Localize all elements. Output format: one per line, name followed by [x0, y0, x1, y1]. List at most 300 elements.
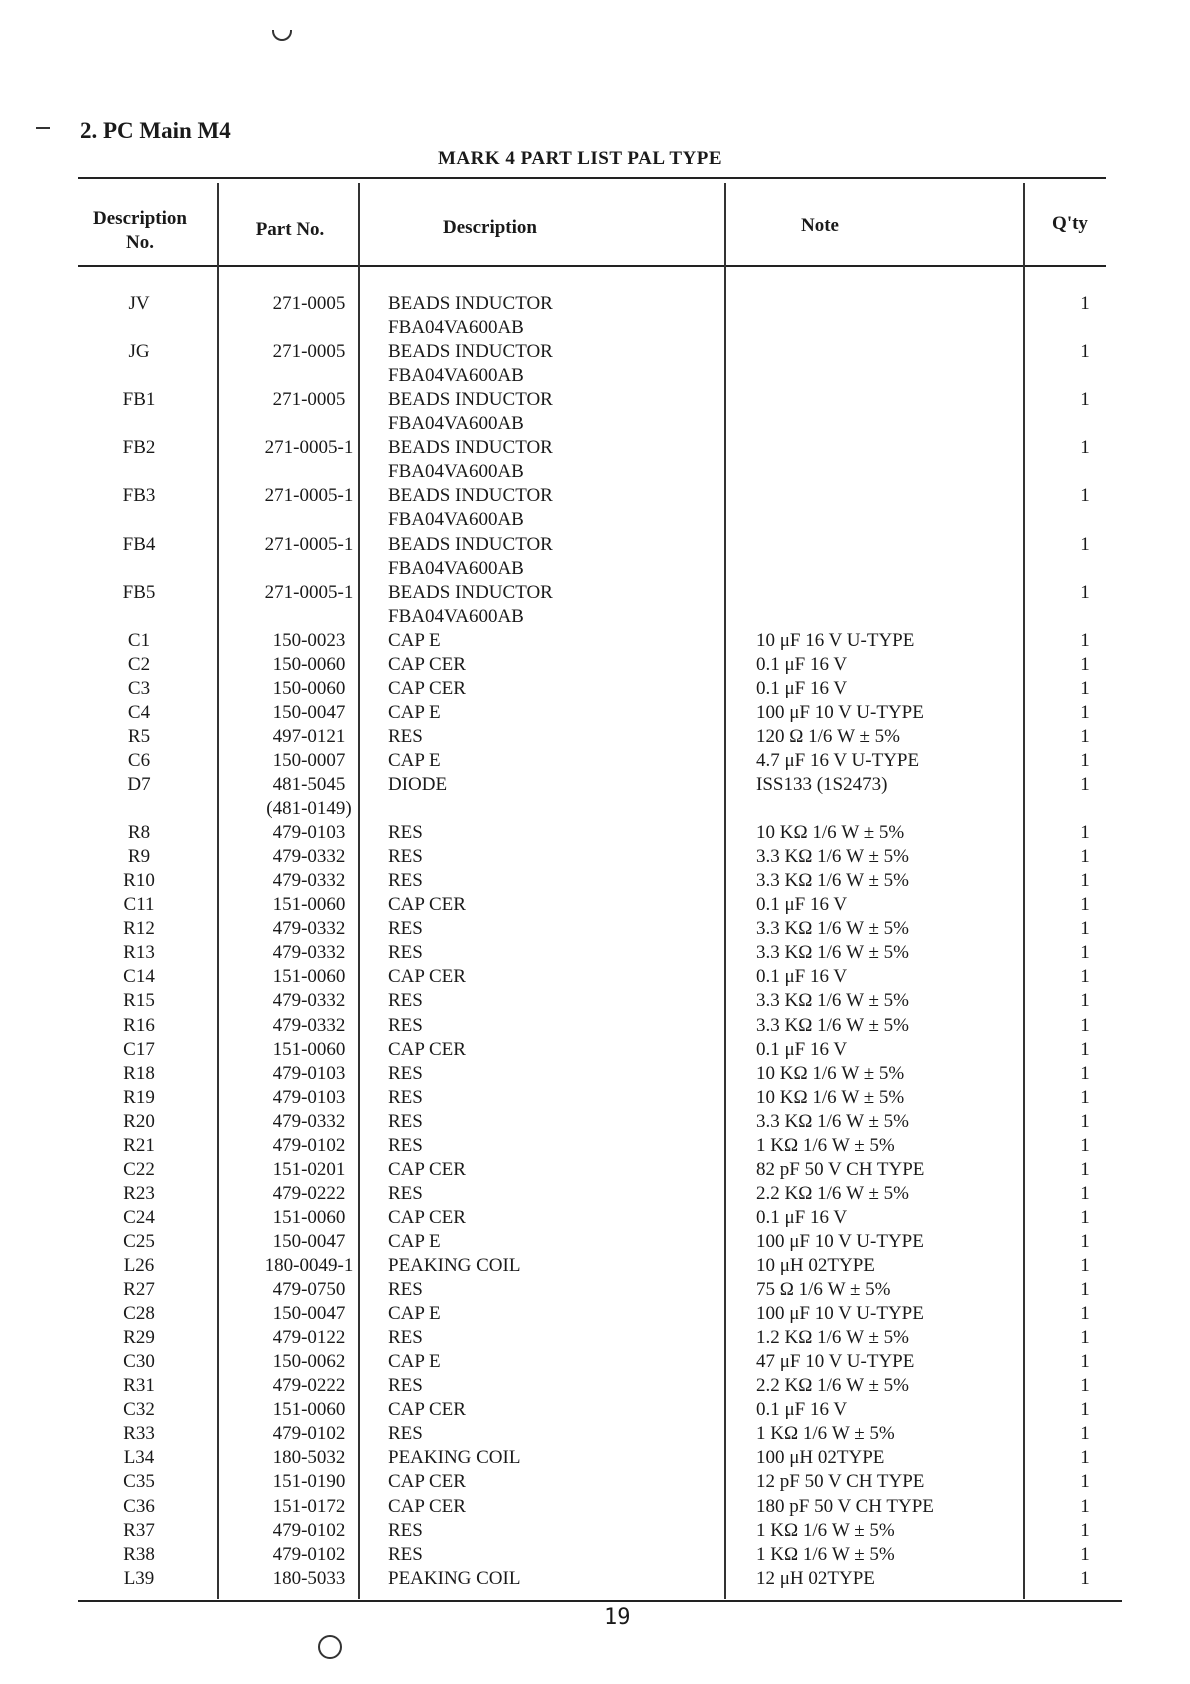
- cell-qty: 1: [1080, 749, 1090, 771]
- cell-qty: 1: [1080, 1567, 1090, 1589]
- cell-note: 3.3 KΩ 1/6 W ± 5%: [756, 990, 909, 1012]
- cell-description-no: C35: [123, 1471, 155, 1493]
- cell-note: 0.1 μF 16 V: [756, 1038, 848, 1060]
- cell-description: CAP CER: [388, 894, 466, 916]
- cell-description: CAP E: [388, 1303, 441, 1325]
- table-row: [80, 941, 1120, 965]
- cell-note: ISS133 (1S2473): [756, 774, 888, 795]
- cell-part-no: 151-0060: [272, 1038, 346, 1060]
- cell-note: 100 μF 10 V U-TYPE: [756, 1230, 924, 1252]
- cell-description-no: C32: [123, 1399, 155, 1421]
- cell-part-no: 479-0332: [272, 918, 346, 940]
- cell-qty: 1: [1080, 533, 1090, 555]
- cell-note: 12 pF 50 V CH TYPE: [756, 1471, 925, 1493]
- cell-note: 3.3 KΩ 1/6 W ± 5%: [756, 846, 909, 868]
- table-row: [80, 364, 1120, 388]
- cell-description: RES: [388, 1543, 423, 1565]
- cell-note: 75 Ω 1/6 W ± 5%: [756, 1279, 891, 1301]
- table-top-border: [78, 177, 1106, 179]
- table-row: [80, 533, 1120, 557]
- table-row: [80, 1470, 1120, 1494]
- cell-description: RES: [388, 846, 423, 868]
- cell-description-no: C11: [123, 894, 155, 916]
- cell-qty: 1: [1080, 437, 1090, 459]
- cell-description-no: C2: [127, 653, 151, 675]
- table-row: [80, 725, 1120, 749]
- cell-part-no: 271-0005-1: [264, 533, 354, 555]
- cell-description: PEAKING COIL: [388, 1447, 521, 1469]
- table-row: [80, 316, 1120, 340]
- cell-description: CAP CER: [388, 677, 466, 699]
- cell-qty: 1: [1080, 918, 1090, 940]
- cell-qty: 1: [1080, 1423, 1090, 1445]
- table-row: [80, 292, 1120, 316]
- page-number: 19: [604, 1605, 631, 1630]
- table-row: [80, 1110, 1120, 1134]
- cell-note: 82 pF 50 V CH TYPE: [756, 1158, 925, 1180]
- cell-description: RES: [388, 1375, 423, 1397]
- header-description-no: [80, 207, 200, 255]
- table-row: [80, 1158, 1120, 1182]
- cell-description: RES: [388, 918, 423, 940]
- cell-part-no: 150-0047: [272, 1303, 346, 1325]
- cell-part-no: 151-0060: [272, 894, 346, 916]
- cell-description-no: R23: [123, 1182, 155, 1204]
- table-row: [80, 412, 1120, 436]
- table-row: [80, 1398, 1120, 1422]
- cell-description: RES: [388, 870, 423, 892]
- table-row: [80, 893, 1120, 917]
- cell-qty: 1: [1080, 389, 1090, 411]
- cell-description-no: JV: [128, 293, 150, 314]
- cell-note: 3.3 KΩ 1/6 W ± 5%: [756, 918, 909, 940]
- cell-qty: 1: [1080, 701, 1090, 723]
- cell-description: CAP CER: [388, 1206, 466, 1228]
- cell-note: 0.1 μF 16 V: [756, 1206, 848, 1228]
- cell-note: 3.3 KΩ 1/6 W ± 5%: [756, 870, 909, 892]
- cell-description-no: C24: [123, 1206, 155, 1228]
- cell-description: BEADS INDUCTOR: [388, 533, 553, 555]
- cell-part-no: 151-0172: [272, 1495, 346, 1517]
- cell-note: 0.1 μF 16 V: [756, 1399, 848, 1421]
- cell-qty: 1: [1080, 894, 1090, 916]
- cell-description: RES: [388, 1134, 423, 1156]
- cell-description: RES: [388, 1182, 423, 1204]
- list-title: MARK 4 PART LIST PAL TYPE: [438, 148, 723, 169]
- cell-qty: 1: [1080, 966, 1090, 988]
- table-row: [80, 773, 1120, 797]
- cell-part-no: 150-0007: [272, 749, 346, 771]
- cell-qty: 1: [1080, 1062, 1090, 1084]
- table-row: [80, 821, 1120, 845]
- cell-description: BEADS INDUCTOR: [388, 341, 553, 363]
- cell-description: FBA04VA600AB: [388, 461, 524, 483]
- cell-description: CAP E: [388, 1351, 441, 1373]
- cell-description: FBA04VA600AB: [388, 509, 524, 531]
- cell-note: 1 KΩ 1/6 W ± 5%: [756, 1519, 895, 1541]
- cell-qty: 1: [1080, 1182, 1090, 1204]
- cell-part-no: 479-0332: [272, 990, 346, 1012]
- cell-qty: 1: [1080, 990, 1090, 1012]
- cell-description-no: R13: [123, 942, 155, 964]
- cell-part-no: 479-0332: [272, 942, 346, 964]
- cell-part-no: 150-0047: [272, 701, 346, 723]
- cell-description: RES: [388, 942, 423, 964]
- cell-qty: 1: [1080, 1206, 1090, 1228]
- table-row: [80, 701, 1120, 725]
- table-row: [80, 508, 1120, 532]
- cell-qty: 1: [1080, 293, 1090, 314]
- cell-qty: 1: [1080, 1519, 1090, 1541]
- cell-description-no: C25: [123, 1230, 155, 1252]
- cell-note: 100 μH 02TYPE: [756, 1447, 885, 1469]
- cell-part-no: 271-0005: [272, 389, 346, 411]
- cell-part-no: 497-0121: [272, 725, 346, 747]
- table-row: [80, 869, 1120, 893]
- cell-part-no: 479-0222: [272, 1182, 346, 1204]
- table-row: [80, 1350, 1120, 1374]
- cell-part-no: 479-0102: [272, 1423, 346, 1445]
- cell-description-no: R18: [123, 1062, 155, 1084]
- header-qty: Q'ty: [1052, 213, 1088, 234]
- cell-qty: 1: [1080, 870, 1090, 892]
- cell-qty: 1: [1080, 1351, 1090, 1373]
- cell-description: FBA04VA600AB: [388, 413, 524, 435]
- cell-description: FBA04VA600AB: [388, 557, 524, 579]
- cell-description: CAP CER: [388, 1495, 466, 1517]
- cell-note: 10 KΩ 1/6 W ± 5%: [756, 822, 905, 844]
- table-row: [80, 460, 1120, 484]
- cell-description-no: L39: [123, 1567, 155, 1589]
- cell-description: BEADS INDUCTOR: [388, 581, 553, 603]
- table-row: [80, 1206, 1120, 1230]
- cell-qty: 1: [1080, 846, 1090, 868]
- cell-note: 47 μF 10 V U-TYPE: [756, 1351, 915, 1373]
- table-row: [80, 388, 1120, 412]
- cell-qty: 1: [1080, 725, 1090, 747]
- cell-part-no: 151-0060: [272, 1206, 346, 1228]
- table-row: [80, 845, 1120, 869]
- cell-part-no: (481-0149): [266, 798, 352, 820]
- cell-qty: 1: [1080, 581, 1090, 603]
- cell-description-no: JG: [128, 341, 150, 363]
- cell-note: 0.1 μF 16 V: [756, 966, 848, 988]
- cell-part-no: 481-5045: [272, 774, 346, 795]
- cell-description-no: D7: [127, 774, 151, 795]
- cell-description: CAP CER: [388, 653, 466, 675]
- table-row: [80, 1495, 1120, 1519]
- cell-part-no: 479-0750: [272, 1279, 346, 1301]
- cell-description-no: C22: [123, 1158, 155, 1180]
- table-row: [80, 1302, 1120, 1326]
- table-row: [80, 1278, 1120, 1302]
- cell-part-no: 479-0332: [272, 1110, 346, 1132]
- header-description-no-line1: Description: [93, 208, 187, 229]
- cell-description: PEAKING COIL: [388, 1567, 521, 1589]
- cell-qty: 1: [1080, 774, 1090, 795]
- cell-description: CAP CER: [388, 1158, 466, 1180]
- cell-description-no: FB3: [122, 485, 156, 507]
- header-description-no-line2: No.: [126, 232, 154, 253]
- cell-qty: 1: [1080, 1255, 1090, 1276]
- table-row: [80, 1567, 1120, 1591]
- table-row: [80, 965, 1120, 989]
- cell-description: RES: [388, 1014, 423, 1036]
- cell-note: 12 μH 02TYPE: [756, 1567, 875, 1589]
- cell-description: BEADS INDUCTOR: [388, 293, 553, 314]
- cell-qty: 1: [1080, 485, 1090, 507]
- table-row: [80, 917, 1120, 941]
- cell-description-no: L26: [123, 1255, 155, 1276]
- table-row: [80, 581, 1120, 605]
- cell-note: 1 KΩ 1/6 W ± 5%: [756, 1134, 895, 1156]
- cell-description: RES: [388, 1519, 423, 1541]
- cell-description-no: C6: [127, 749, 151, 771]
- cell-description-no: R29: [123, 1327, 155, 1349]
- cell-description-no: FB5: [122, 581, 156, 603]
- margin-dash: [36, 127, 50, 129]
- cell-description: CAP CER: [388, 1471, 466, 1493]
- cell-description-no: C28: [123, 1303, 155, 1325]
- table-row: [80, 1254, 1120, 1278]
- cell-description-no: C14: [123, 966, 155, 988]
- cell-description: FBA04VA600AB: [388, 317, 524, 339]
- cell-qty: 1: [1080, 1134, 1090, 1156]
- cell-note: 120 Ω 1/6 W ± 5%: [756, 725, 900, 747]
- cell-qty: 1: [1080, 1327, 1090, 1349]
- cell-part-no: 151-0201: [272, 1158, 346, 1180]
- cell-description-no: R31: [123, 1375, 155, 1397]
- cell-part-no: 150-0060: [272, 653, 346, 675]
- cell-description: FBA04VA600AB: [388, 605, 524, 627]
- cell-description: CAP CER: [388, 1038, 466, 1060]
- cell-description: RES: [388, 1327, 423, 1349]
- cell-note: 10 μF 16 V U-TYPE: [756, 629, 915, 651]
- table-row: [80, 340, 1120, 364]
- table-row: [80, 484, 1120, 508]
- cell-qty: 1: [1080, 1086, 1090, 1108]
- header-note: Note: [801, 215, 839, 236]
- cell-part-no: 271-0005: [272, 341, 346, 363]
- cell-note: 3.3 KΩ 1/6 W ± 5%: [756, 942, 909, 964]
- table-row: [80, 797, 1120, 821]
- cell-description-no: FB1: [122, 389, 156, 411]
- cell-description: RES: [388, 1110, 423, 1132]
- cell-note: 1 KΩ 1/6 W ± 5%: [756, 1543, 895, 1565]
- cell-description-no: C17: [123, 1038, 155, 1060]
- cell-qty: 1: [1080, 341, 1090, 363]
- cell-note: 100 μF 10 V U-TYPE: [756, 1303, 924, 1325]
- cell-qty: 1: [1080, 1303, 1090, 1325]
- cell-qty: 1: [1080, 1447, 1090, 1469]
- cell-description-no: R5: [127, 725, 151, 747]
- cell-description-no: R27: [123, 1279, 155, 1301]
- cell-description-no: R9: [127, 846, 151, 868]
- cell-qty: 1: [1080, 1110, 1090, 1132]
- cell-description-no: C30: [123, 1351, 155, 1373]
- table-row: [80, 1422, 1120, 1446]
- cell-description: CAP CER: [388, 966, 466, 988]
- cell-description: BEADS INDUCTOR: [388, 389, 553, 411]
- cell-part-no: 479-0103: [272, 1062, 346, 1084]
- table-row: [80, 1182, 1120, 1206]
- cell-part-no: 479-0332: [272, 1014, 346, 1036]
- cell-description: CAP E: [388, 701, 441, 723]
- cell-note: 0.1 μF 16 V: [756, 894, 848, 916]
- table-row: [80, 1326, 1120, 1350]
- cell-qty: 1: [1080, 1230, 1090, 1252]
- table-row: [80, 677, 1120, 701]
- cell-description-no: R12: [123, 918, 155, 940]
- cell-note: 1.2 KΩ 1/6 W ± 5%: [756, 1327, 909, 1349]
- cell-description-no: R38: [123, 1543, 155, 1565]
- cell-note: 10 KΩ 1/6 W ± 5%: [756, 1086, 905, 1108]
- table-row: [80, 1134, 1120, 1158]
- cell-description-no: R15: [123, 990, 155, 1012]
- header-bottom-border: [78, 265, 1106, 267]
- table-row: [80, 1038, 1120, 1062]
- cell-description-no: FB4: [122, 533, 156, 555]
- cell-description: RES: [388, 990, 423, 1012]
- cell-part-no: 479-0103: [272, 822, 346, 844]
- table-row: [80, 653, 1120, 677]
- table-row: [80, 1062, 1120, 1086]
- table-row: [80, 629, 1120, 653]
- cell-description: RES: [388, 1423, 423, 1445]
- header-part-no: Part No.: [255, 219, 325, 240]
- cell-part-no: 180-5032: [272, 1447, 346, 1469]
- cell-description-no: C4: [127, 701, 151, 723]
- table-row: [80, 436, 1120, 460]
- cell-qty: 1: [1080, 1038, 1090, 1060]
- cell-part-no: 150-0060: [272, 677, 346, 699]
- cell-qty: 1: [1080, 1279, 1090, 1301]
- cell-part-no: 271-0005-1: [264, 437, 354, 459]
- cell-description-no: C36: [123, 1495, 155, 1517]
- cell-note: 2.2 KΩ 1/6 W ± 5%: [756, 1375, 909, 1397]
- cell-part-no: 479-0122: [272, 1327, 346, 1349]
- cell-note: 3.3 KΩ 1/6 W ± 5%: [756, 1014, 909, 1036]
- cell-description-no: C1: [127, 629, 151, 651]
- cell-part-no: 479-0102: [272, 1519, 346, 1541]
- binder-hole-mark: [272, 30, 292, 41]
- cell-qty: 1: [1080, 653, 1090, 675]
- table-row: [80, 1230, 1120, 1254]
- cell-note: 3.3 KΩ 1/6 W ± 5%: [756, 1110, 909, 1132]
- cell-description-no: R8: [127, 822, 151, 844]
- cell-description: BEADS INDUCTOR: [388, 485, 553, 507]
- table-bottom-border: [78, 1600, 1122, 1602]
- cell-qty: 1: [1080, 1543, 1090, 1565]
- table-row: [80, 989, 1120, 1013]
- cell-description-no: R37: [123, 1519, 155, 1541]
- cell-description: RES: [388, 1279, 423, 1301]
- cell-description: DIODE: [388, 774, 448, 795]
- cell-note: 10 μH 02TYPE: [756, 1255, 875, 1276]
- cell-description-no: C3: [127, 677, 151, 699]
- cell-qty: 1: [1080, 942, 1090, 964]
- cell-part-no: 479-0102: [272, 1543, 346, 1565]
- cell-part-no: 271-0005: [272, 293, 346, 314]
- table-row: [80, 1519, 1120, 1543]
- cell-note: 2.2 KΩ 1/6 W ± 5%: [756, 1182, 909, 1204]
- cell-description: RES: [388, 1086, 423, 1108]
- cell-part-no: 479-0102: [272, 1134, 346, 1156]
- header-description: Description: [443, 217, 537, 238]
- table-row: [80, 557, 1120, 581]
- cell-qty: 1: [1080, 822, 1090, 844]
- cell-part-no: 479-0332: [272, 870, 346, 892]
- cell-qty: 1: [1080, 1375, 1090, 1397]
- section-title: 2. PC Main M4: [80, 118, 231, 143]
- cell-description: FBA04VA600AB: [388, 365, 524, 387]
- cell-description: RES: [388, 822, 423, 844]
- binder-hole-circle: [318, 1635, 342, 1659]
- cell-part-no: 180-5033: [272, 1567, 346, 1589]
- table-row: [80, 605, 1120, 629]
- cell-description: BEADS INDUCTOR: [388, 437, 553, 459]
- table-row: [80, 1374, 1120, 1398]
- cell-note: 10 KΩ 1/6 W ± 5%: [756, 1062, 905, 1084]
- cell-part-no: 150-0023: [272, 629, 346, 651]
- cell-description-no: R10: [123, 870, 155, 892]
- cell-note: 0.1 μF 16 V: [756, 653, 848, 675]
- cell-description-no: R33: [123, 1423, 155, 1445]
- cell-qty: 1: [1080, 1158, 1090, 1180]
- cell-description: CAP E: [388, 749, 441, 771]
- cell-qty: 1: [1080, 1471, 1090, 1493]
- cell-note: 4.7 μF 16 V U-TYPE: [756, 749, 920, 771]
- table-row: [80, 1086, 1120, 1110]
- cell-qty: 1: [1080, 1014, 1090, 1036]
- cell-note: 1 KΩ 1/6 W ± 5%: [756, 1423, 895, 1445]
- cell-description-no: R16: [123, 1014, 155, 1036]
- cell-part-no: 151-0060: [272, 1399, 346, 1421]
- cell-description: PEAKING COIL: [388, 1255, 521, 1276]
- cell-part-no: 271-0005-1: [264, 581, 354, 603]
- cell-description: RES: [388, 725, 423, 747]
- cell-part-no: 271-0005-1: [264, 485, 354, 507]
- table-row: [80, 1446, 1120, 1470]
- cell-description: CAP CER: [388, 1399, 466, 1421]
- cell-qty: 1: [1080, 1495, 1090, 1517]
- cell-part-no: 150-0062: [272, 1351, 346, 1373]
- cell-description: CAP E: [388, 629, 441, 651]
- cell-description-no: L34: [123, 1447, 155, 1469]
- cell-description-no: FB2: [122, 437, 156, 459]
- cell-note: 100 μF 10 V U-TYPE: [756, 701, 924, 723]
- cell-part-no: 479-0103: [272, 1086, 346, 1108]
- cell-description-no: R19: [123, 1086, 155, 1108]
- cell-description: RES: [388, 1062, 423, 1084]
- table-row: [80, 1014, 1120, 1038]
- cell-qty: 1: [1080, 677, 1090, 699]
- table-row: [80, 749, 1120, 773]
- cell-part-no: 180-0049-1: [264, 1255, 354, 1276]
- cell-description-no: R21: [123, 1134, 155, 1156]
- cell-part-no: 479-0332: [272, 846, 346, 868]
- cell-description-no: R20: [123, 1110, 155, 1132]
- cell-qty: 1: [1080, 1399, 1090, 1421]
- cell-note: 180 pF 50 V CH TYPE: [756, 1495, 934, 1517]
- cell-description: CAP E: [388, 1230, 441, 1252]
- cell-qty: 1: [1080, 629, 1090, 651]
- cell-part-no: 151-0060: [272, 966, 346, 988]
- cell-note: 0.1 μF 16 V: [756, 677, 848, 699]
- cell-part-no: 150-0047: [272, 1230, 346, 1252]
- cell-part-no: 151-0190: [272, 1471, 346, 1493]
- cell-part-no: 479-0222: [272, 1375, 346, 1397]
